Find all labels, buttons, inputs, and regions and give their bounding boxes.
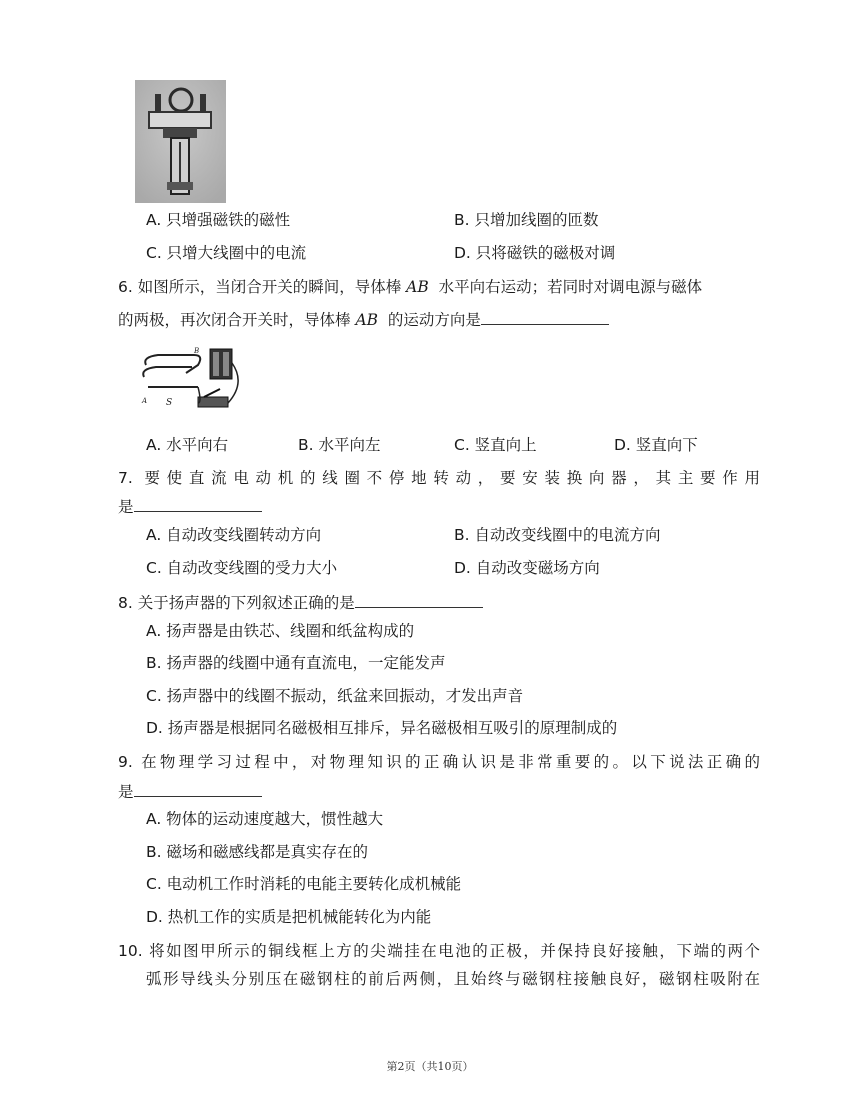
q9-option-b: B. 磁场和磁感线都是真实存在的 bbox=[146, 843, 368, 861]
q8-option-b: B. 扬声器的线圈中通有直流电，一定能发声 bbox=[146, 654, 446, 672]
q6-option-b: B. 水平向左 bbox=[298, 436, 381, 454]
q8-stem: 8. 关于扬声器的下列叙述正确的是 bbox=[118, 591, 483, 614]
q6-option-a: A. 水平向右 bbox=[146, 436, 229, 454]
q9-option-a: A. 物体的运动速度越大，惯性越大 bbox=[146, 810, 384, 828]
q7-option-c: C. 自动改变线圈的受力大小 bbox=[146, 559, 338, 577]
q9-stem-line2: 是 bbox=[118, 780, 262, 803]
svg-text:B: B bbox=[194, 347, 200, 355]
q7-answer-blank bbox=[134, 495, 262, 512]
q7-option-a: A. 自动改变线圈转动方向 bbox=[146, 526, 322, 544]
q5-option-c: C. 只增大线圈中的电流 bbox=[146, 244, 307, 262]
q6-option-d: D. 竖直向下 bbox=[614, 436, 698, 454]
q9-option-d: D. 热机工作的实质是把机械能转化为内能 bbox=[146, 908, 432, 926]
q6-answer-blank bbox=[481, 308, 609, 325]
q8-option-d: D. 扬声器是根据同名磁极相互排斥，异名磁极相互吸引的原理制成的 bbox=[146, 719, 618, 737]
q6-stem-line2: 的两极，再次闭合开关时，导体棒 AB 的运动方向是 bbox=[118, 308, 609, 331]
q5-option-b: B. 只增加线圈的匝数 bbox=[454, 211, 599, 229]
q8-answer-blank bbox=[355, 591, 483, 608]
q6-ab-label: AB bbox=[406, 278, 429, 296]
q5-option-d: D. 只将磁铁的磁极对调 bbox=[454, 244, 616, 262]
q8-option-c: C. 扬声器中的线圈不振动，纸盆来回振动，才发出声音 bbox=[146, 687, 524, 705]
q8-option-a: A. 扬声器是由铁芯、线圈和纸盆构成的 bbox=[146, 622, 415, 640]
circuit-magnet-figure bbox=[138, 343, 250, 417]
q9-answer-blank bbox=[134, 780, 262, 797]
q7-stem-line2: 是 bbox=[118, 495, 262, 518]
motor-model-photo bbox=[135, 80, 226, 203]
q7-stem-line1: 7. 要使直流电动机的线圈不停地转动，要安装换向器，其主要作用 bbox=[118, 469, 760, 487]
page-footer: 第2页（共10页） bbox=[386, 1060, 474, 1073]
q10-stem-line1: 10. 将如图甲所示的铜线框上方的尖端挂在电池的正极，并保持良好接触，下端的两个 bbox=[118, 942, 760, 960]
q10-stem-line2: 弧形导线头分别压在磁钢柱的前后两侧，且始终与磁钢柱接触良好，磁钢柱吸附在 bbox=[146, 970, 760, 988]
q7-option-d: D. 自动改变磁场方向 bbox=[454, 559, 600, 577]
q5-option-a: A. 只增强磁铁的磁性 bbox=[146, 211, 291, 229]
q6-stem-line1: 6. 如图所示，当闭合开关的瞬间，导体棒 AB 水平向右运动；若同时对调电源与磁体 bbox=[118, 278, 703, 296]
svg-text:A: A bbox=[142, 397, 148, 405]
q9-option-c: C. 电动机工作时消耗的电能主要转化成机械能 bbox=[146, 875, 462, 893]
svg-text:S: S bbox=[166, 398, 173, 408]
q7-option-b: B. 自动改变线圈中的电流方向 bbox=[454, 526, 661, 544]
q6-option-c: C. 竖直向上 bbox=[454, 436, 537, 454]
q9-stem-line1: 9. 在物理学习过程中，对物理知识的正确认识是非常重要的。以下说法正确的 bbox=[118, 753, 760, 771]
